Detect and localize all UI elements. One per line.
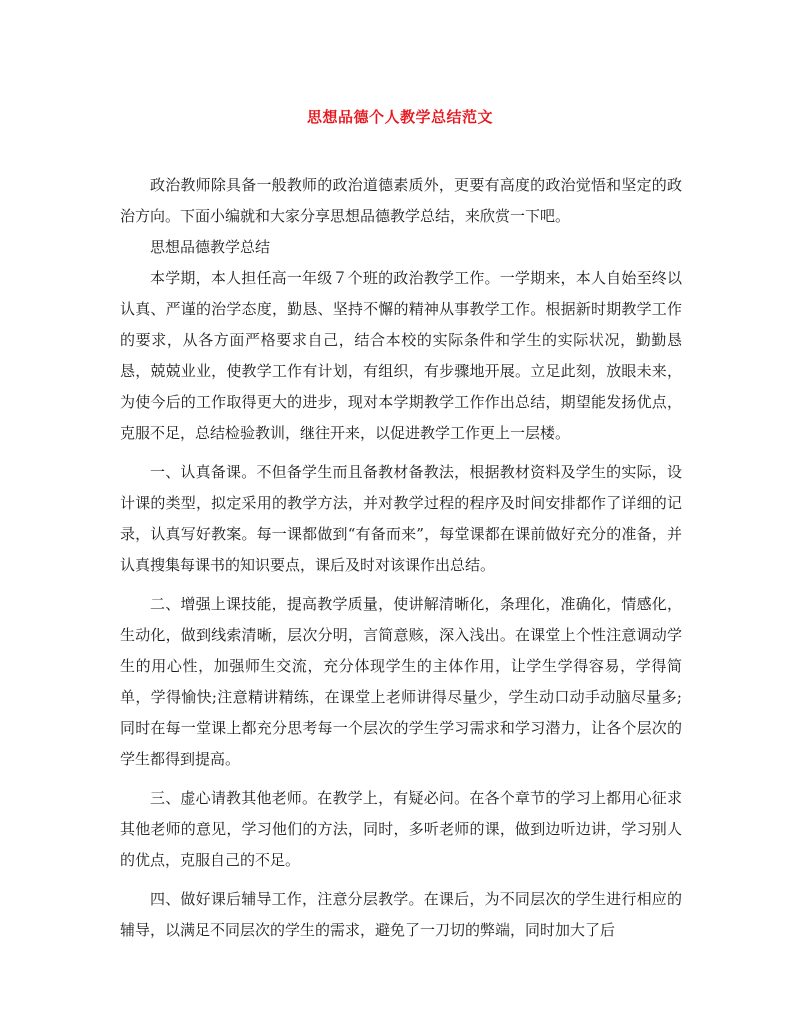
paragraph-point-1: 一、认真备课。不但备学生而且备教材备教法，根据教材资料及学生的实际，设计课的类型，拟定采用的教学方法，并对教学过程的程序及时间安排都作了详细的记录，认真写好教案。每一课都做到“有备而来”，每堂课都在课前做好充分的准备，并认真搜集每课书的知识要点，课后及时对该课作出总结。	[120, 463, 682, 574]
paragraph-point-4: 四、做好课后辅导工作，注意分层教学。在课后，为不同层次的学生进行相应的辅导，以满足不同层次的学生的需求，避免了一刀切的弊端，同时加大了后	[120, 890, 682, 939]
section-heading: 思想品德教学总结	[150, 238, 271, 256]
paragraph-intro: 政治教师除具备一般教师的政治道德素质外，更要有高度的政治觉悟和坚定的政治方向。下面小编就和大家分享思想品德教学总结，来欣赏一下吧。	[120, 176, 682, 225]
paragraph-overview: 本学期，本人担任高一年级７个班的政治教学工作。一学期来，本人自始至终以认真、严谨的治学态度，勤恳、坚持不懈的精神从事教学工作。根据新时期教学工作的要求，从各方面严格要求自己，结合本校的实际条件和学生的实际状况，勤勤恳恳，兢兢业业，使教学工作有计划，有组织，有步骤地开展。立足此刻，放眼未来，为使今后的工作取得更大的进步，现对本学期教学工作作出总结，期望能发扬优点，克服不足，总结检验教训，继往开来，以促进教学工作更上一层楼。	[120, 269, 682, 442]
paragraph-point-2: 二、增强上课技能，提高教学质量，使讲解清晰化，条理化，准确化，情感化，生动化，做到线索清晰，层次分明，言简意赅，深入浅出。在课堂上个性注意调动学生的用心性，加强师生交流，充分体现学生的主体作用，让学生学得容易，学得简单，学得愉快;注意精讲精练，在课堂上老师讲得尽量少，学生动口动手动脑尽量多;同时在每一堂课上都充分思考每一个层次的学生学习需求和学习潜力，让各个层次的学生都得到提高。	[120, 595, 682, 768]
paragraph-point-3: 三、虚心请教其他老师。在教学上，有疑必问。在各个章节的学习上都用心征求其他老师的意见，学习他们的方法，同时，多听老师的课，做到边听边讲，学习别人的优点，克服自己的不足。	[120, 789, 682, 869]
document-body	[120, 170, 682, 946]
document-title: 思想品德个人教学总结范文	[306, 108, 493, 126]
